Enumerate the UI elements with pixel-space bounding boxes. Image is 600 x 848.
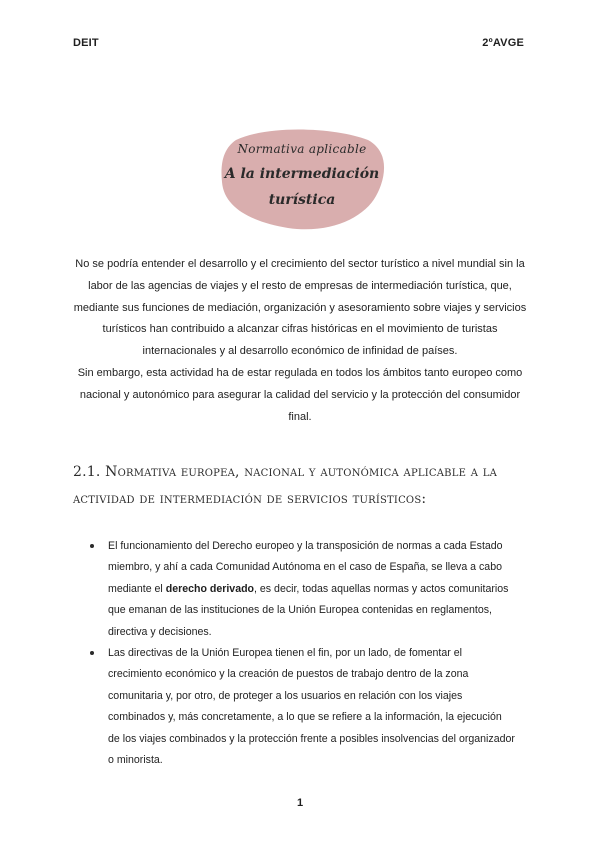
blob-title-line-3: turística (268, 192, 336, 208)
bullet-1-text-end: , es decir, todas aquellas normas y actos comunitarios que emanan de las instituciones de la Unión Europea contenidas en reglamentos, directiva y decisiones. (108, 582, 509, 638)
section-heading: 2.1. Normativa europea, nacional y autonómica aplicable a la actividad de intermediación de servicios turísticos: (73, 464, 498, 507)
header-left: DEIT (73, 37, 99, 49)
intro-text (70, 254, 530, 428)
bullet-list (90, 536, 515, 771)
intro-paragraph-2: Sin embargo, esta actividad ha de estar regulada en todos los ámbitos tanto europeo como nacional y autonómico para asegurar la calidad del servicio y la protección del consumidor final. (77, 366, 523, 423)
blob-title-line-2: A la intermediación (224, 166, 380, 182)
title-blob (218, 126, 386, 234)
bullet-1-text-start: El funcionamiento del Derecho europeo y la transposición de normas a cada Estado miembro, y ahí a cada Comunidad Autónoma en el caso de España, se lleva a cabo mediante el (108, 540, 503, 595)
header-right: 2ºAVGE (482, 37, 524, 49)
blob-title-line-1: Normativa aplicable (237, 142, 367, 156)
list-item (90, 536, 515, 643)
page-number: 1 (296, 797, 304, 809)
bullet-1-bold-term: derecho derivado (165, 582, 255, 595)
list-item (90, 643, 515, 771)
bullet-2-text: Las directivas de la Unión Europea tienen el fin, por un lado, de fomentar el crecimiento económico y la creación de puestos de trabajo dentro de la zona comunitaria y, por otro, de proteger a los usuarios en relación con los viajes combinados y, más concretamente, a lo que se refiere a la información, la ejecución de los viajes combinados y la protección frente a posibles insolvencias del organizador o minorista. (108, 647, 515, 767)
intro-paragraph-1: No se podría entender el desarrollo y el crecimiento del sector turístico a nivel mundial sin la labor de las agencias de viajes y el resto de empresas de intermediación turística, que, mediante sus funciones de mediación, organización y asesoramiento sobre viajes y servicios turísticos han contribuido a alcanzar cifras históricas en el movimiento de turistas internacionales y al desarrollo económico de infinidad de países. (73, 258, 527, 358)
